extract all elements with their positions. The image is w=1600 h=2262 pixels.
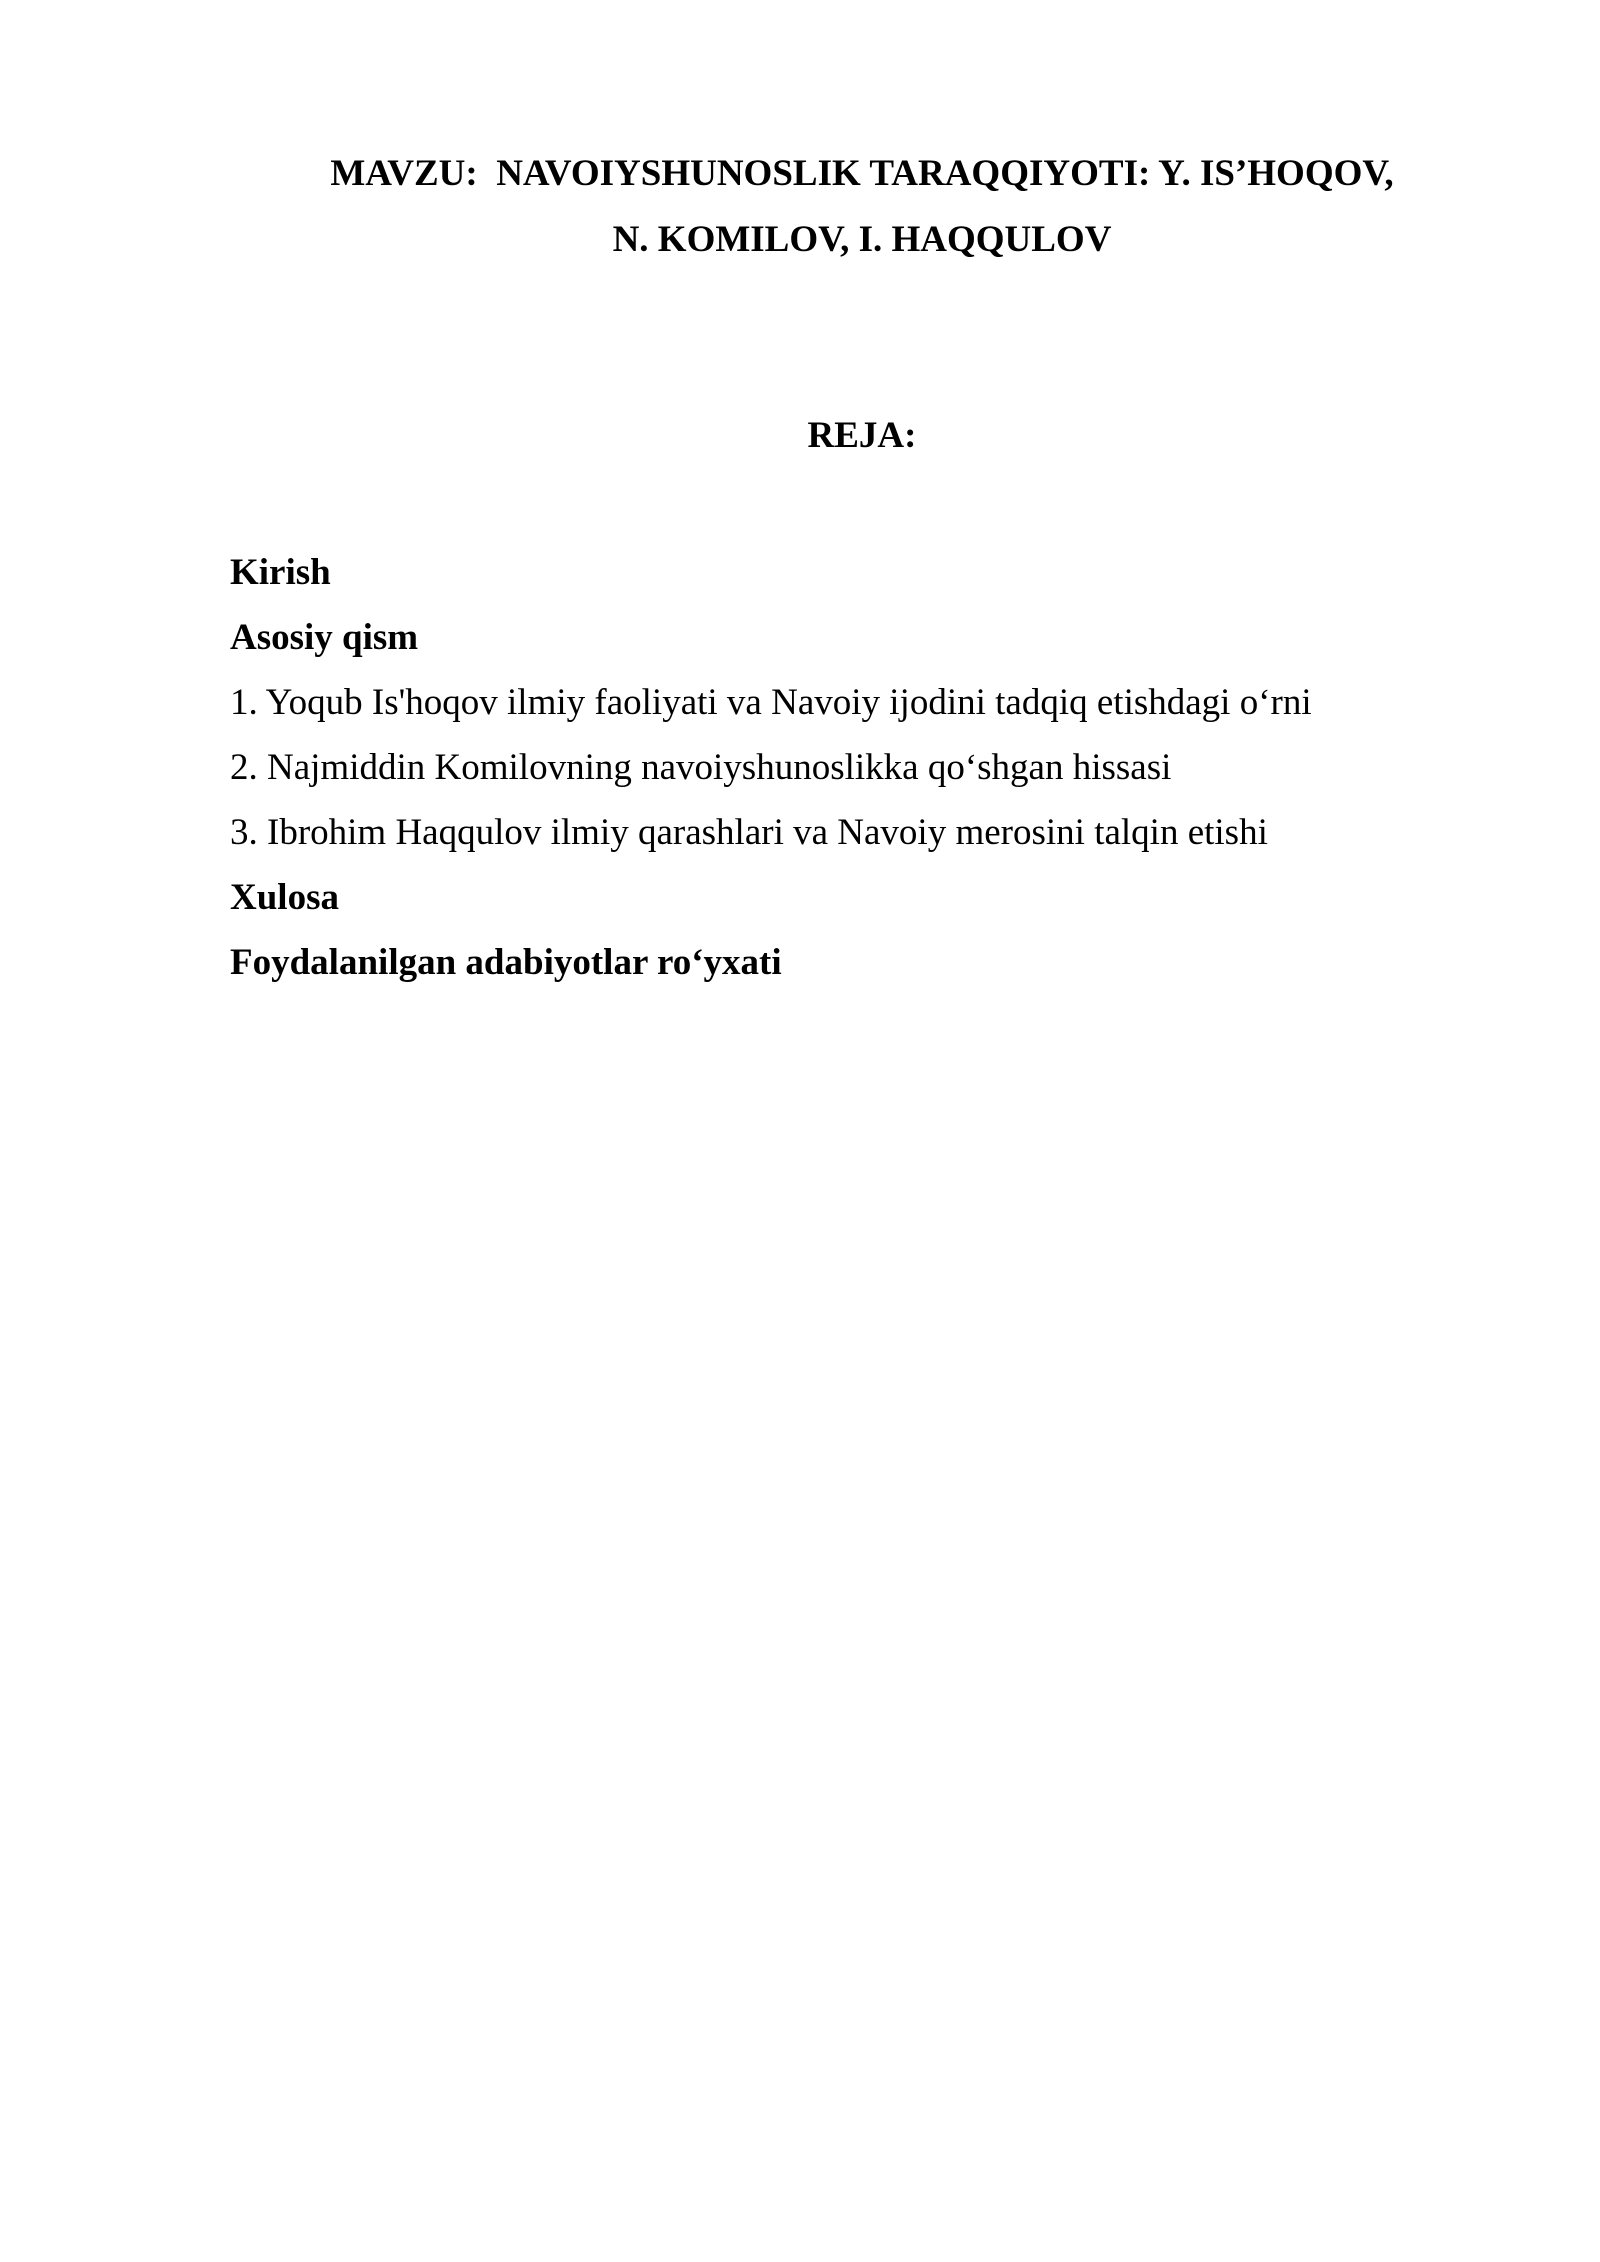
plan-item-1: 1. Yoqub Is'hoqov ilmiy faoliyati va Navoiy ijodini tadqiq etishdagi o‘rni <box>230 682 1312 723</box>
document-title-line-2: N. KOMILOV, I. HAQQULOV <box>612 219 1112 260</box>
plan-heading: REJA: <box>807 415 917 456</box>
plan-item-references: Foydalanilgan adabiyotlar ro‘yxati <box>230 942 782 983</box>
plan-item-2: 2. Najmiddin Komilovning navoiyshunoslikka qo‘shgan hissasi <box>230 747 1172 788</box>
plan-item-main-part: Asosiy qism <box>230 617 419 658</box>
plan-item-conclusion: Xulosa <box>230 877 339 918</box>
document-title-line-1: MAVZU: NAVOIYSHUNOSLIK TARAQQIYOTI: Y. IS’HOQOV, <box>330 153 1394 194</box>
plan-item-3: 3. Ibrohim Haqqulov ilmiy qarashlari va Navoiy merosini talqin etishi <box>230 812 1268 853</box>
plan-item-introduction: Kirish <box>230 552 331 593</box>
plan-list <box>230 540 1312 995</box>
